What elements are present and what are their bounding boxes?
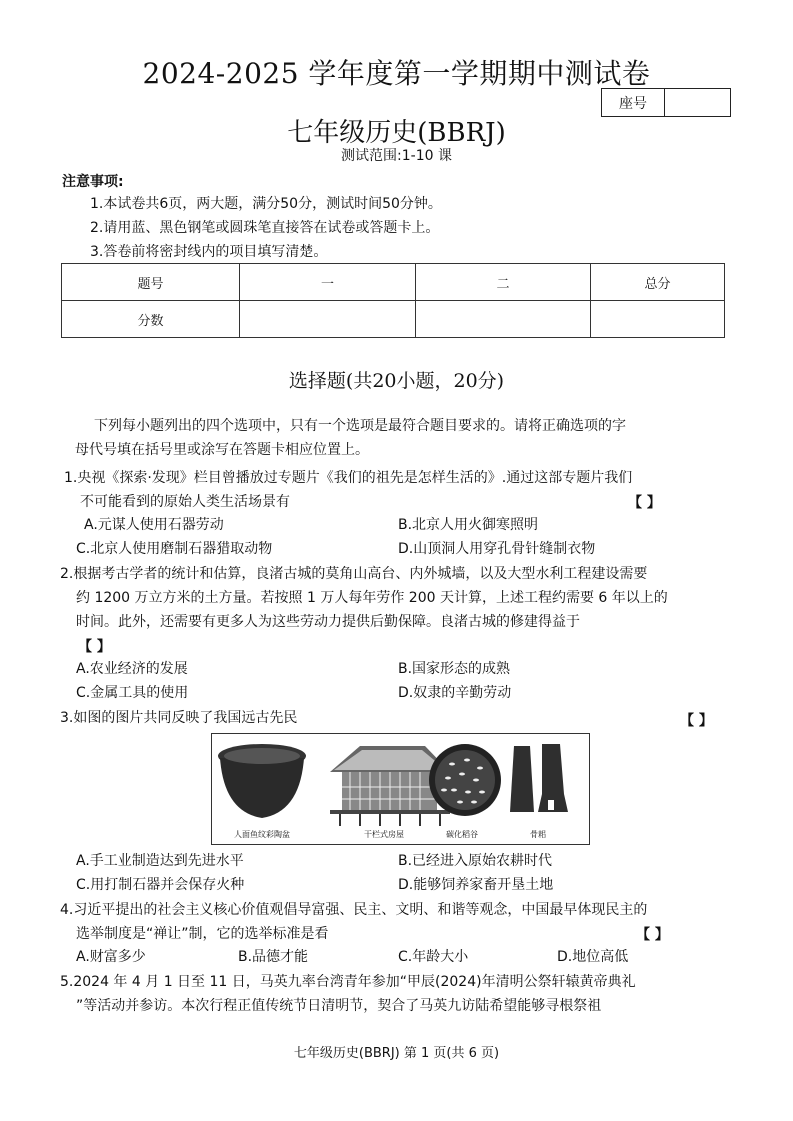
score-cell[interactable]	[240, 301, 416, 338]
notice-item: 2.请用蓝、黑色钢笔或圆珠笔直接答在试卷或答题卡上。	[90, 220, 440, 236]
score-table-row	[62, 301, 725, 338]
artifact-caption: 人面鱼纹彩陶盆	[234, 830, 290, 839]
carbonized-rice-image	[429, 744, 501, 816]
question-2-text: 约 1200 万立方米的土方量。若按照 1 万人每年劳作 200 天计算，上述工程约需要 6 年以上的	[76, 590, 668, 606]
bone-spade-image	[510, 744, 568, 812]
notice-item: 3.答卷前将密封线内的项目填写清楚。	[90, 244, 328, 260]
option-d[interactable]: D.奴隶的辛勤劳动	[398, 685, 512, 701]
exam-title: 2024-2025 学年度第一学期期中测试卷	[142, 57, 651, 90]
option-b[interactable]: B.品德才能	[238, 949, 309, 965]
option-b[interactable]: B.已经进入原始农耕时代	[398, 853, 553, 869]
option-d[interactable]: D.能够饲养家畜开垦土地	[398, 877, 554, 893]
option-b[interactable]: B.北京人用火御寒照明	[398, 517, 539, 533]
question-5-text: ”等活动并参访。本次行程正值传统节日清明节，契合了马英九访陆希望能够寻根祭祖	[76, 998, 602, 1014]
section-title: 选择题(共20小题，20分)	[288, 370, 505, 392]
answer-bracket[interactable]: 【 】	[680, 713, 713, 729]
header-cell: 二	[416, 264, 591, 301]
notice-item: 1.本试卷共6页，两大题，满分50分，测试时间50分钟。	[90, 196, 442, 212]
artifact-illustration	[212, 734, 589, 844]
answer-bracket[interactable]: 【 】	[628, 495, 661, 511]
subject-title: 七年级历史(BBRJ)	[287, 118, 506, 148]
pottery-basin-image	[218, 744, 306, 818]
artifact-caption: 干栏式房屋	[364, 830, 404, 839]
question-1-text: 不可能看到的原始人类生活场景有	[80, 494, 290, 510]
header-cell: 一	[240, 264, 416, 301]
notice-heading: 注意事项:	[62, 174, 124, 190]
option-a[interactable]: A.财富多少	[76, 949, 146, 965]
score-table-header-row	[62, 264, 725, 301]
question-1-text: 1.央视《探索·发现》栏目曾播放过专题片《我们的祖先是怎样生活的》.通过这部专题片我们	[64, 470, 633, 486]
row-label: 分数	[62, 301, 240, 338]
option-c[interactable]: C.北京人使用磨制石器猎取动物	[76, 541, 273, 557]
score-table	[61, 263, 725, 338]
answer-bracket[interactable]: 【 】	[636, 927, 669, 943]
option-d[interactable]: D.山顶洞人用穿孔骨针缝制衣物	[398, 541, 596, 557]
seat-label: 座号	[602, 89, 665, 116]
page-footer: 七年级历史(BBRJ) 第 1 页(共 6 页)	[293, 1046, 500, 1061]
option-d[interactable]: D.地位高低	[557, 949, 629, 965]
question-3-text: 3.如图的图片共同反映了我国远古先民	[60, 710, 298, 726]
score-cell[interactable]	[416, 301, 591, 338]
option-a[interactable]: A.手工业制造达到先进水平	[76, 853, 244, 869]
option-a[interactable]: A.农业经济的发展	[76, 661, 188, 677]
question-4-text: 4.习近平提出的社会主义核心价值观倡导富强、民主、文明、和谐等观念，中国最早体现民主的	[60, 902, 648, 918]
question-5-text: 5.2024 年 4 月 1 日至 11 日，马英九率台湾青年参加“甲辰(2024)年清明公祭轩辕黄帝典礼	[60, 974, 636, 990]
option-a[interactable]: A.元谋人使用石器劳动	[84, 517, 224, 533]
option-c[interactable]: C.金属工具的使用	[76, 685, 189, 701]
question-2-text: 时间。此外，还需要有更多人为这些劳动力提供后勤保障。良渚古城的修建得益于	[76, 614, 580, 630]
question-4-text: 选举制度是“禅让”制，它的选举标准是看	[76, 926, 329, 942]
header-cell: 题号	[62, 264, 240, 301]
question-2-text: 2.根据考古学者的统计和估算，良渚古城的莫角山高台、内外城墙，以及大型水利工程建设需要	[60, 566, 648, 582]
artifact-caption: 碳化稻谷	[446, 830, 478, 839]
header-cell: 总分	[591, 264, 725, 301]
test-scope: 测试范围:1-10 课	[341, 148, 452, 164]
score-cell[interactable]	[591, 301, 725, 338]
answer-bracket[interactable]: 【 】	[78, 639, 111, 655]
section-intro: 下列每小题列出的四个选项中，只有一个选项是最符合题目要求的。请将正确选项的字	[94, 418, 626, 434]
artifact-images	[211, 733, 590, 845]
section-intro: 母代号填在括号里或涂写在答题卡相应位置上。	[75, 442, 369, 458]
artifact-caption: 骨耜	[530, 830, 546, 839]
option-c[interactable]: C.年龄大小	[398, 949, 469, 965]
option-c[interactable]: C.用打制石器并会保存火种	[76, 877, 245, 893]
option-b[interactable]: B.国家形态的成熟	[398, 661, 511, 677]
